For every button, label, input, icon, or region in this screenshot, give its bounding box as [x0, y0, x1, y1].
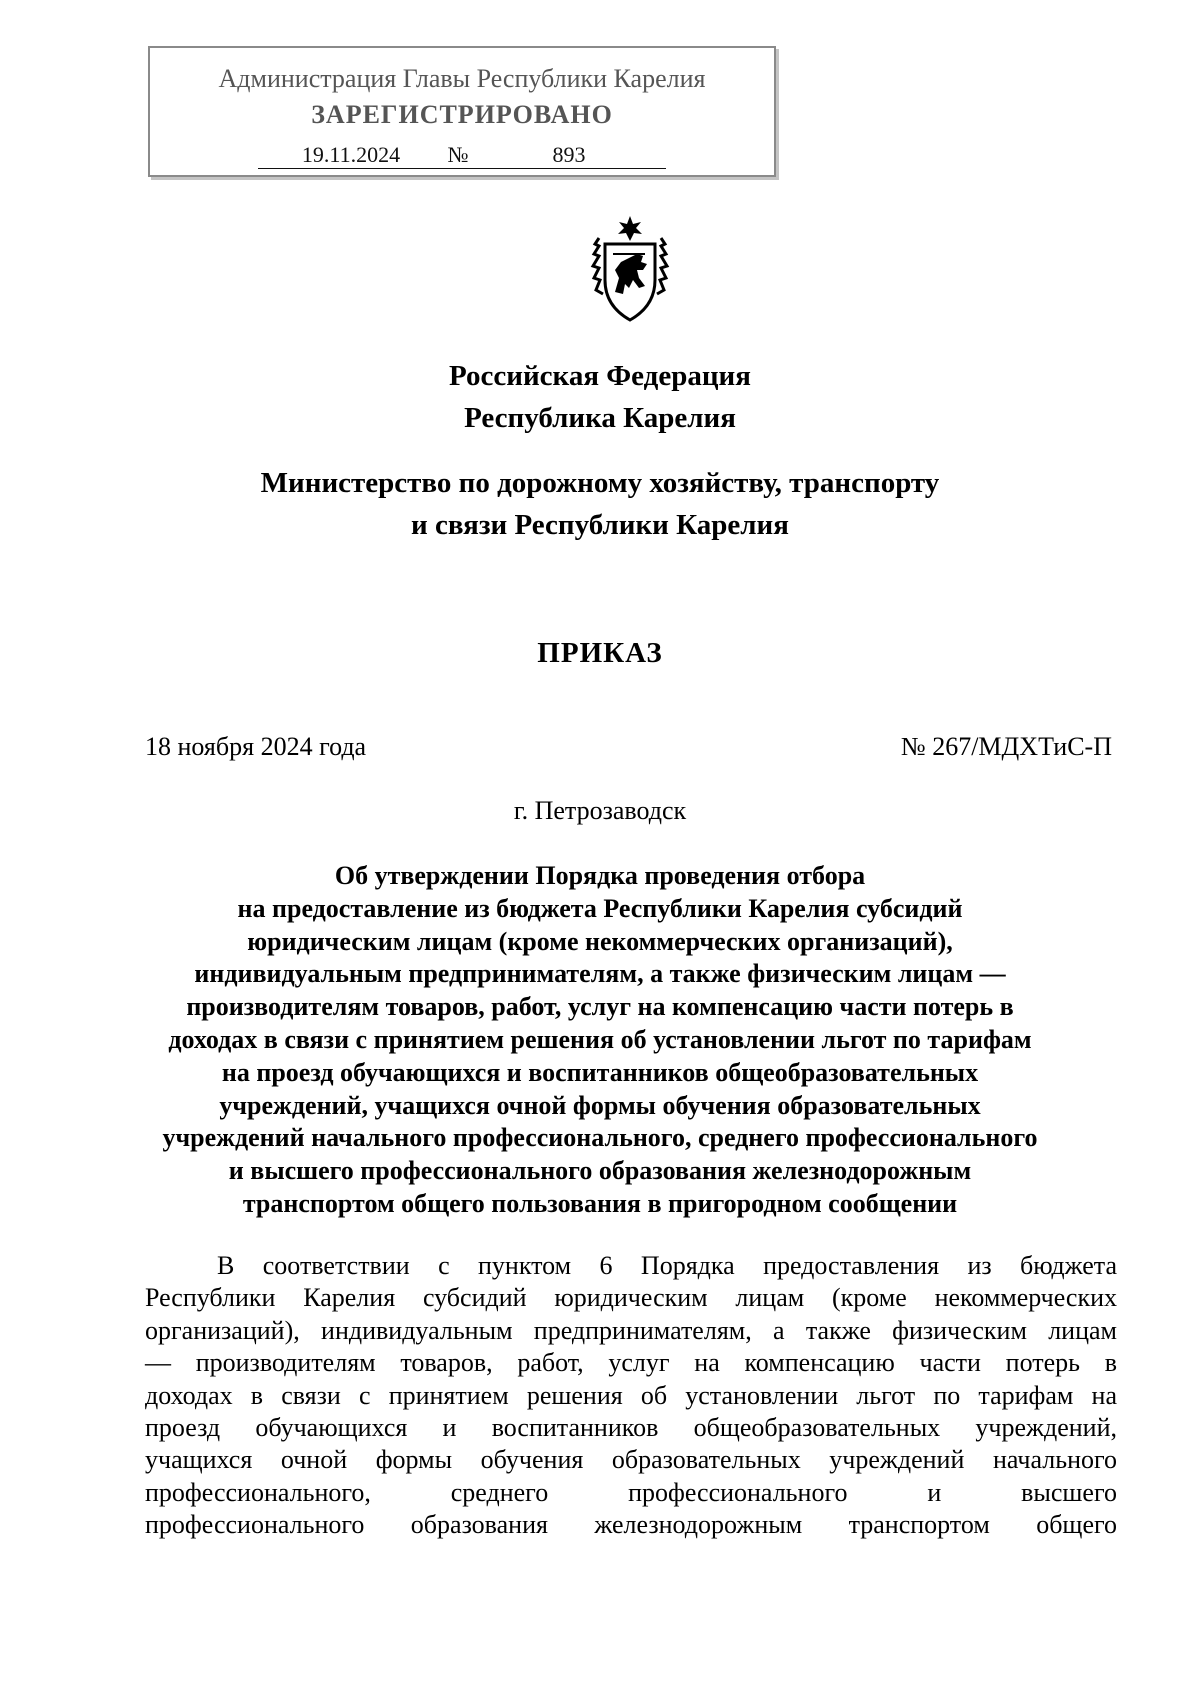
body-line: организаций), индивидуальным предпринимателям, а также физическим лицам — [145, 1315, 1117, 1345]
subject-line: учреждений начального профессионального, среднего профессионального — [162, 1123, 1038, 1153]
ministry-line-2: и связи Республики Карелия — [411, 509, 789, 541]
header-country: Российская Федерация — [449, 360, 751, 392]
order-title: ПРИКАЗ — [537, 637, 663, 669]
stamp-number: 893 — [472, 142, 666, 169]
subject-line: юридическим лицам (кроме некоммерческих организаций), — [247, 926, 953, 956]
subject-line: учреждений, учащихся очной формы обучения образовательных — [219, 1090, 981, 1120]
subject-line: и высшего профессионального образования железнодорожным — [228, 1156, 972, 1186]
order-date: 18 ноября 2024 года — [145, 732, 367, 761]
body-line: В соответствии с пунктом 6 Порядка предоставления из бюджета — [217, 1251, 1117, 1280]
order-subject — [120, 860, 1080, 1221]
stamp-org: Администрация Главы Республики Карелия — [218, 64, 706, 93]
order-body — [145, 1250, 1117, 1542]
ministry-line-1: Министерство по дорожному хозяйству, транспорту — [260, 467, 940, 499]
body-line: проезд обучающихся и воспитанников общеобразовательных учреждений, — [145, 1413, 1117, 1443]
stamp-status: ЗАРЕГИСТРИРОВАНО — [311, 100, 613, 129]
stamp-number-label: № — [444, 142, 472, 169]
header-region: Республика Карелия — [464, 402, 736, 434]
order-number: № 267/МДХТиС-П — [900, 732, 1112, 761]
karelia-coat-of-arms-icon — [585, 214, 675, 326]
header-ministry — [0, 462, 1200, 546]
stamp-date: 19.11.2024 — [258, 142, 444, 169]
body-line: доходах в связи с принятием решения об установлении льгот по тарифам на — [145, 1380, 1117, 1410]
subject-line: на предоставление из бюджета Республики Карелия субсидий — [237, 893, 963, 923]
subject-line: доходах в связи с принятием решения об установлении льгот по тарифам — [168, 1024, 1032, 1054]
subject-line: производителям товаров, работ, услуг на компенсацию части потерь в — [186, 992, 1014, 1022]
subject-line: Об утверждении Порядка проведения отбора — [334, 861, 866, 890]
body-line: профессионального образования железнодорожным транспортом общего — [145, 1510, 1117, 1540]
body-line: профессионального, среднего профессионального и высшего — [145, 1477, 1117, 1507]
registration-stamp — [148, 46, 776, 177]
subject-line: на проезд обучающихся и воспитанников общеобразовательных — [221, 1057, 979, 1087]
body-line: Республики Карелия субсидий юридическим лицам (кроме некоммерческих — [145, 1283, 1117, 1313]
subject-line: транспортом общего пользования в пригородном сообщении — [242, 1188, 958, 1218]
body-line: — производителям товаров, работ, услуг на компенсацию части потерь в — [145, 1348, 1117, 1378]
order-city: г. Петрозаводск — [513, 796, 687, 825]
stamp-registration-line — [150, 142, 774, 169]
header-country-region — [0, 355, 1200, 439]
subject-line: индивидуальным предпринимателям, а также физическим лицам — — [194, 959, 1006, 989]
body-line: учащихся очной формы обучения образовательных учреждений начального — [145, 1445, 1117, 1475]
